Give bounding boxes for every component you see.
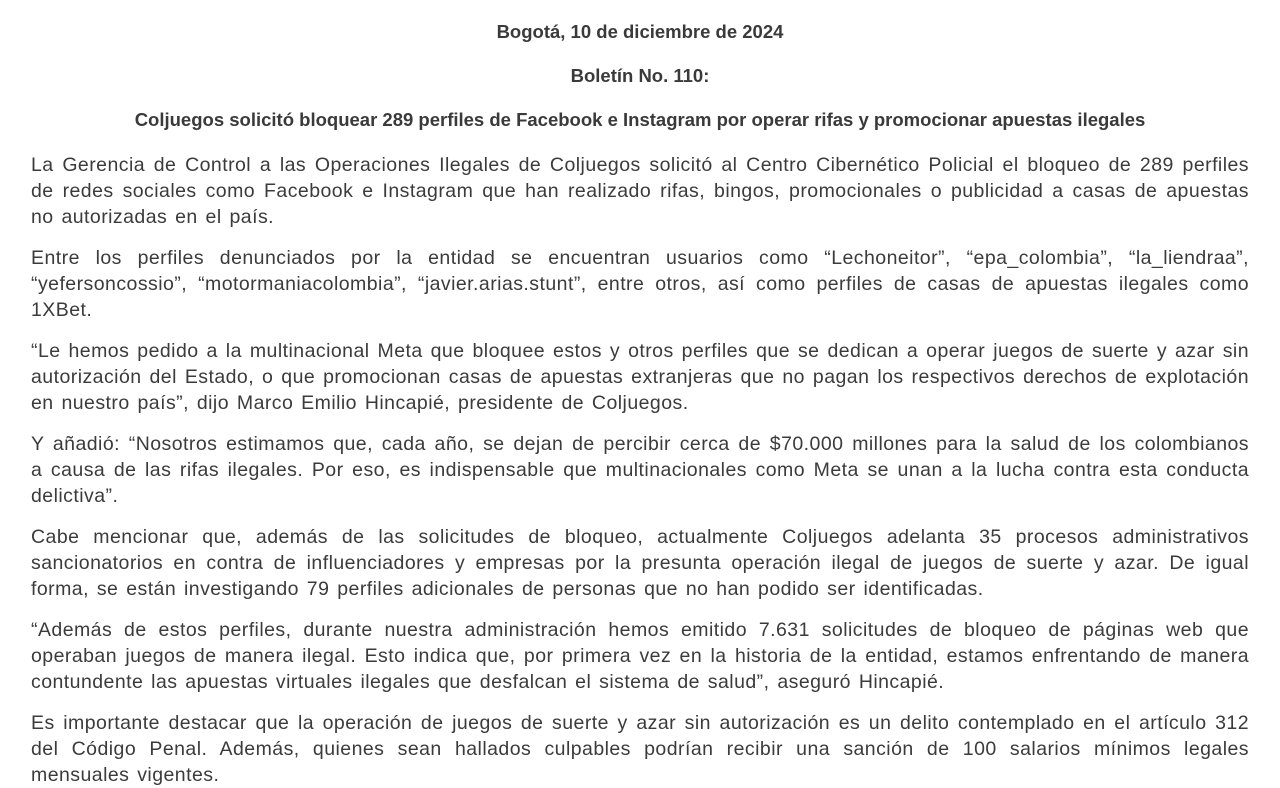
paragraph: Entre los perfiles denunciados por la entidad se encuentran usuarios como “Lechoneitor”, “epa_colombia”, “la_liendraa”, “yefersoncossio”, “motormaniacolombia”, “javier.arias.stunt”, entre otros, así como perfiles de casas de apuestas ilegales como 1XBet. — [31, 247, 1249, 321]
paragraph-quote: Y añadió: “Nosotros estimamos que, cada año, se dejan de percibir cerca de $70.000 millones para la salud de los colombianos a causa de las rifas ilegales. Por eso, es indispensable que multinacionales como Meta se unan a la lucha contra esta conducta delictiva”. — [31, 433, 1249, 507]
paragraph: Cabe mencionar que, además de las solicitudes de bloqueo, actualmente Coljuegos adelanta 35 procesos administrativos sancionatorios en contra de influenciadores y empresas por la presunta operación ilegal de juegos de suerte y azar. De igual forma, se están investigando 79 perfiles adicionales de personas que no han podido ser identificadas. — [31, 526, 1249, 600]
date-line: Bogotá, 10 de diciembre de 2024 — [496, 21, 784, 42]
paragraph: Es importante destacar que la operación de juegos de suerte y azar sin autorización es un delito contemplado en el artículo 312 del Código Penal. Además, quienes sean hallados culpables podrían recibir una sanción de 100 salarios mínimos legales mensuales vigentes. — [31, 712, 1249, 786]
bulletin-number: Boletín No. 110: — [570, 65, 710, 86]
paragraph-quote: “Además de estos perfiles, durante nuestra administración hemos emitido 7.631 solicitudes de bloqueo de páginas web que operaban juegos de manera ilegal. Esto indica que, por primera vez en la historia de la entidad, estamos enfrentando de manera contundente las apuestas virtuales ilegales que desfalcan el sistema de salud”, aseguró Hincapié. — [31, 619, 1249, 693]
paragraph-quote: “Le hemos pedido a la multinacional Meta que bloquee estos y otros perfiles que se dedican a operar juegos de suerte y azar sin autorización del Estado, o que promocionan casas de apuestas extranjeras que no pagan los respectivos derechos de explotación en nuestro país”, dijo Marco Emilio Hincapié, presidente de Coljuegos. — [31, 340, 1249, 414]
paragraph: La Gerencia de Control a las Operaciones Ilegales de Coljuegos solicitó al Centro Cibernético Policial el bloqueo de 289 perfiles de redes sociales como Facebook e Instagram que han realizado rifas, bingos, promocionales o publicidad a casas de apuestas no autorizadas en el país. — [31, 154, 1249, 228]
headline: Coljuegos solicitó bloquear 289 perfiles de Facebook e Instagram por operar rifas y promocionar apuestas ilegales — [134, 109, 1146, 130]
